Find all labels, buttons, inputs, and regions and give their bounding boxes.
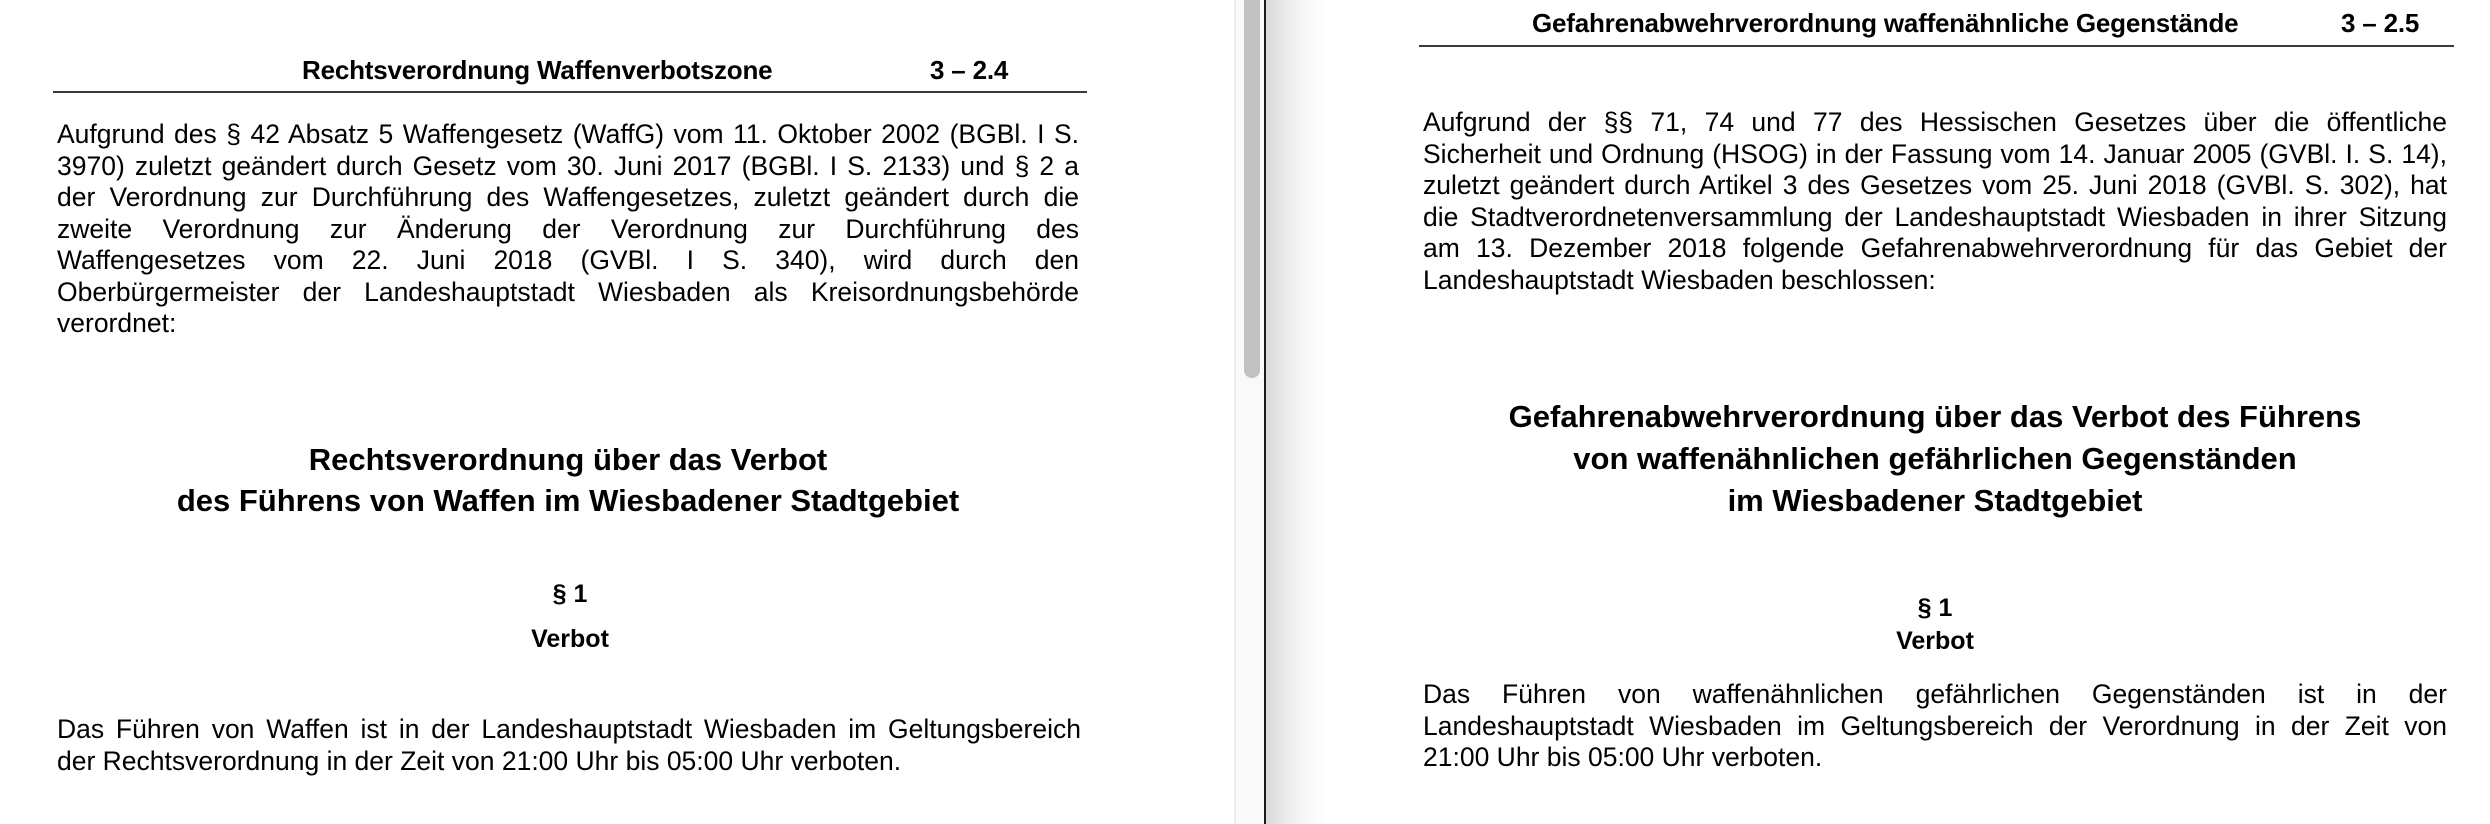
right-page-header-number: 3 – 2.5 (2341, 8, 2420, 38)
right-title-line-2: von waffenähnlichen gefährlichen Gegenständen (1573, 441, 2297, 476)
right-regulation-title (1423, 396, 2447, 522)
left-document-page[interactable] (0, 0, 1234, 824)
right-title-line-1: Gefahrenabwehrverordnung über das Verbot des Führens (1508, 399, 2362, 434)
right-page-header-title: Gefahrenabwehrverordnung waffenähnliche Gegenstände (1532, 8, 2239, 38)
left-section-body: Das Führen von Waffen ist in der Landeshauptstadt Wiesbaden im Geltungsbereich der Rechtsverordnung in der Zeit von 21:00 Uhr bis 05:00 Uhr verboten. (57, 714, 1081, 776)
pane-edge-shadow (1266, 0, 1326, 824)
left-preamble: Aufgrund des § 42 Absatz 5 Waffengesetz (WaffG) vom 11. Oktober 2002 (BGBl. I S. 3970) zuletzt geändert durch Gesetz vom 30. Juni 2017 (BGBl. I S. 2133) und § 2 a der Verordnung zur Durchführung des Waffengesetzes, zuletzt geändert durch die zweite Verordnung zur Änderung der Verordnung zur Durchführung des Waffengesetzes vom 22. Juni 2018 (GVBl. I S. 340), wird durch den Oberbürgermeister der Landeshauptstadt Wiesbaden als Kreisordnungsbehörde verordnet: (57, 119, 1079, 338)
right-title-line-3: im Wiesbadener Stadtgebiet (1727, 483, 2143, 518)
left-section-heading: Verbot (531, 625, 609, 653)
left-title-line-1: Rechtsverordnung über das Verbot (308, 442, 828, 477)
right-section-body: Das Führen von waffenähnlichen gefährlichen Gegenständen ist in der Landeshauptstadt Wiesbaden im Geltungsbereich der Verordnung in der Zeit von 21:00 Uhr bis 05:00 Uhr verboten. (1423, 679, 2447, 772)
right-section-number: § 1 (1917, 594, 1953, 622)
right-section-heading: Verbot (1896, 627, 1974, 655)
left-header-rule (53, 91, 1087, 93)
left-page-header-number: 3 – 2.4 (930, 55, 1009, 85)
left-regulation-title (57, 439, 1079, 521)
right-preamble: Aufgrund der §§ 71, 74 und 77 des Hessischen Gesetzes über die öffentliche Sicherheit und Ordnung (HSOG) in der Fassung vom 14. Januar 2005 (GVBl. I. S. 14), zuletzt geändert durch Artikel 3 des Gesetzes vom 25. Juni 2018 (GVBl. S. 302), hat die Stadtverordnetenversammlung der Landeshauptstadt Wiesbaden in ihrer Sitzung am 13. Dezember 2018 folgende Gefahrenabwehrverordnung für das Gebiet der Landeshauptstadt Wiesbaden beschlossen: (1423, 107, 2447, 295)
left-section-number: § 1 (552, 580, 588, 608)
left-page-header-title: Rechtsverordnung Waffenverbotszone (302, 55, 773, 85)
left-pane-scrollbar[interactable] (1234, 0, 1264, 824)
right-document-page[interactable] (1266, 0, 2490, 824)
right-header-rule (1419, 45, 2454, 47)
scrollbar-thumb[interactable] (1244, 0, 1260, 378)
left-title-line-2: des Führens von Waffen im Wiesbadener Stadtgebiet (176, 483, 960, 518)
